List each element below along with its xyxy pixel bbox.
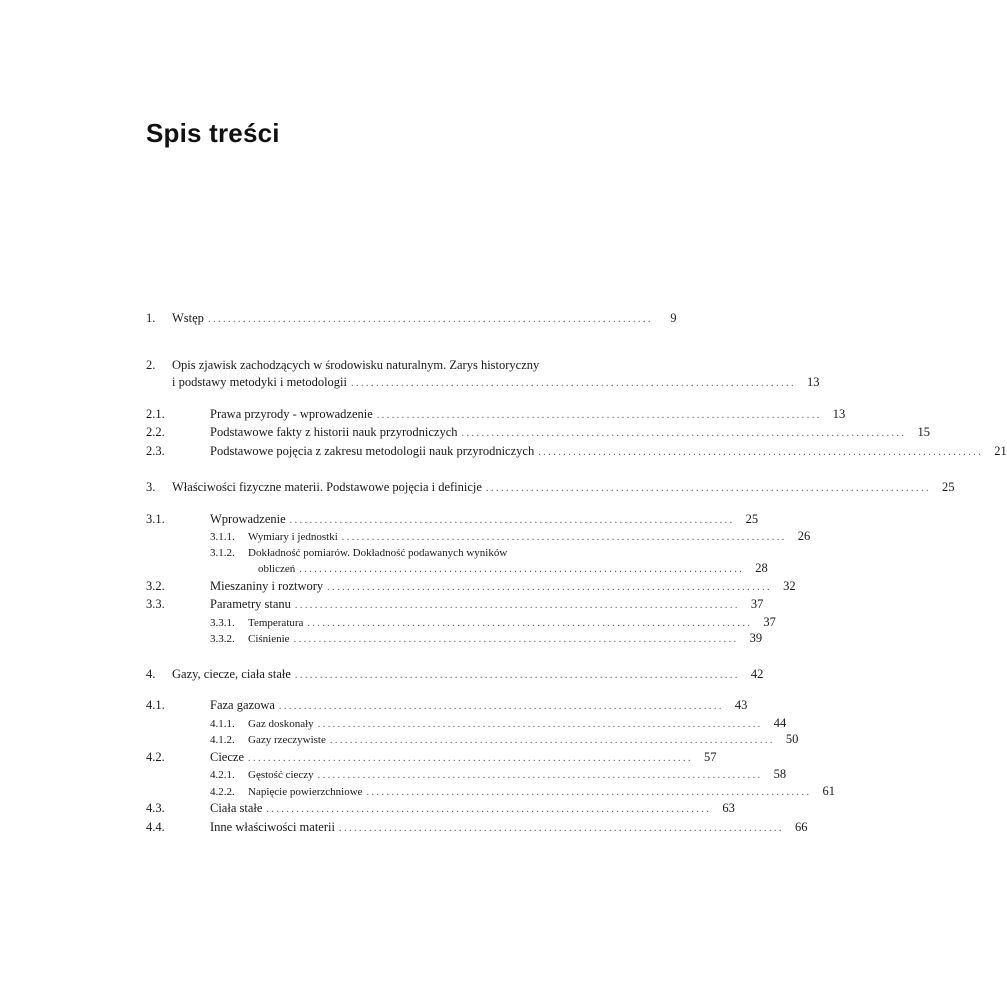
toc-section-2-2[interactable] bbox=[146, 424, 931, 443]
dot-leader bbox=[462, 425, 905, 443]
section-number: 4.2. bbox=[146, 749, 165, 764]
dot-leader bbox=[367, 785, 810, 801]
section-title: Ciecze bbox=[210, 749, 245, 764]
page-number: 61 bbox=[822, 783, 836, 798]
dot-leader bbox=[327, 579, 770, 597]
dot-leader bbox=[377, 407, 820, 425]
chapter-number: 3. bbox=[146, 480, 156, 494]
page-number: 28 bbox=[755, 561, 768, 575]
subsection-title-line1: Dokładność pomiarów. Dokładność podawanych wyników bbox=[248, 546, 508, 559]
section-title: Mieszaniny i roztwory bbox=[210, 578, 324, 593]
toc-subsection-4-1-2[interactable] bbox=[146, 732, 799, 749]
dot-leader bbox=[318, 717, 761, 733]
section-number: 3.2. bbox=[146, 578, 165, 593]
dot-leader bbox=[339, 820, 782, 838]
toc-section-3-1[interactable] bbox=[146, 511, 759, 530]
page-number: 37 bbox=[750, 597, 764, 611]
subsection-number: 4.2.2. bbox=[210, 785, 235, 798]
toc-section-2-3[interactable] bbox=[146, 443, 1007, 462]
dot-leader bbox=[248, 750, 691, 768]
chapter-title-line1: Opis zjawisk zachodzących w środowisku naturalnym. Zarys historyczny bbox=[172, 357, 540, 372]
section-number: 2.3. bbox=[146, 443, 165, 458]
page-number: 57 bbox=[704, 749, 717, 764]
dot-leader bbox=[538, 444, 981, 462]
table-of-contents bbox=[146, 310, 1007, 837]
toc-section-3-2[interactable] bbox=[146, 578, 796, 597]
page-number: 58 bbox=[773, 767, 787, 781]
subsection-number: 4.2.1. bbox=[210, 769, 235, 781]
dot-leader bbox=[266, 801, 709, 819]
section-number: 4.4. bbox=[146, 819, 165, 834]
chapter-number: 1. bbox=[146, 311, 156, 325]
section-title: Prawa przyrody - wprowadzenie bbox=[210, 406, 373, 421]
toc-section-4-4[interactable] bbox=[146, 819, 808, 838]
page-number: 42 bbox=[750, 666, 764, 681]
page-number: 25 bbox=[941, 480, 955, 494]
page-title: Spis treści bbox=[146, 118, 280, 148]
toc-section-4-2[interactable] bbox=[146, 749, 717, 768]
dot-leader bbox=[295, 667, 738, 685]
dot-leader bbox=[208, 311, 651, 329]
subsection-number: 3.1.2. bbox=[210, 546, 235, 559]
page-number: 26 bbox=[797, 529, 811, 543]
subsection-title: Ciśnienie bbox=[248, 633, 290, 645]
section-title: Wprowadzenie bbox=[210, 511, 286, 526]
toc-chapter-2[interactable] bbox=[146, 357, 820, 393]
section-title: Podstawowe fakty z historii nauk przyrodniczych bbox=[210, 425, 458, 439]
section-title: Parametry stanu bbox=[210, 597, 291, 611]
toc-subsection-3-1-1[interactable] bbox=[146, 529, 811, 546]
toc-section-4-1[interactable] bbox=[146, 697, 748, 716]
chapter-title: Wstęp bbox=[172, 311, 204, 325]
subsection-number: 3.3.1. bbox=[210, 616, 235, 629]
page-number: 63 bbox=[722, 801, 735, 815]
toc-section-2-1[interactable] bbox=[146, 406, 846, 425]
page-number: 13 bbox=[807, 375, 820, 389]
chapter-title: Gazy, ciecze, ciała stałe bbox=[172, 666, 291, 681]
section-number: 3.1. bbox=[146, 511, 165, 526]
section-number: 2.1. bbox=[146, 406, 165, 421]
page-number: 32 bbox=[783, 578, 796, 593]
subsection-title: Temperatura bbox=[248, 616, 304, 629]
toc-subsection-3-1-2[interactable] bbox=[146, 546, 768, 578]
page-number: 39 bbox=[749, 631, 763, 645]
subsection-title: Gaz doskonały bbox=[248, 717, 314, 730]
subsection-number: 4.1.1. bbox=[210, 717, 235, 730]
toc-chapter-4[interactable] bbox=[146, 666, 764, 685]
dot-leader bbox=[299, 562, 742, 578]
toc-subsection-3-3-2[interactable] bbox=[146, 631, 763, 648]
dot-leader bbox=[318, 768, 761, 784]
subsection-title: Gęstość cieczy bbox=[248, 769, 314, 781]
dot-leader bbox=[279, 698, 722, 716]
toc-subsection-4-1-1[interactable] bbox=[146, 715, 787, 733]
section-number: 4.3. bbox=[146, 801, 165, 815]
section-number: 4.1. bbox=[146, 698, 165, 712]
toc-chapter-1[interactable] bbox=[146, 310, 677, 329]
dot-leader bbox=[351, 375, 794, 393]
page-number: 21 bbox=[994, 443, 1007, 458]
subsection-number: 3.1.1. bbox=[210, 531, 235, 543]
subsection-title: Gazy rzeczywiste bbox=[248, 734, 326, 746]
chapter-title-line2: i podstawy metodyki i metodologii bbox=[172, 375, 347, 389]
dot-leader bbox=[486, 480, 929, 498]
dot-leader bbox=[330, 733, 773, 749]
subsection-title: Napięcie powierzchniowe bbox=[248, 785, 363, 798]
page-number: 44 bbox=[773, 715, 787, 730]
page-number: 50 bbox=[785, 732, 799, 746]
page-number: 66 bbox=[794, 819, 808, 834]
page-number: 15 bbox=[917, 425, 931, 439]
subsection-title-line2: obliczeń bbox=[258, 563, 296, 575]
page-number: 43 bbox=[734, 698, 748, 712]
toc-chapter-3[interactable] bbox=[146, 479, 955, 498]
toc-section-4-3[interactable] bbox=[146, 800, 735, 819]
section-title: Faza gazowa bbox=[210, 698, 275, 712]
toc-section-3-3[interactable] bbox=[146, 596, 764, 615]
page-number: 9 bbox=[670, 311, 677, 325]
chapter-number: 2. bbox=[146, 357, 156, 372]
page-number: 13 bbox=[832, 406, 846, 421]
dot-leader bbox=[342, 530, 785, 546]
section-title: Podstawowe pojęcia z zakresu metodologii nauk przyrodniczych bbox=[210, 443, 535, 458]
dot-leader bbox=[295, 597, 738, 615]
section-number: 2.2. bbox=[146, 425, 165, 439]
page-number: 25 bbox=[745, 511, 759, 526]
page-number: 37 bbox=[763, 614, 776, 629]
toc-subsection-4-2-2[interactable] bbox=[146, 783, 836, 801]
chapter-title: Właściwości fizyczne materii. Podstawowe pojęcia i definicje bbox=[172, 480, 482, 494]
dot-leader bbox=[294, 632, 737, 648]
section-title: Ciała stałe bbox=[210, 801, 263, 815]
dot-leader bbox=[290, 512, 733, 530]
subsection-title: Wymiary i jednostki bbox=[248, 531, 338, 543]
toc-subsection-3-3-1[interactable] bbox=[146, 614, 776, 632]
section-number: 3.3. bbox=[146, 597, 165, 611]
chapter-number: 4. bbox=[146, 666, 156, 681]
subsection-number: 4.1.2. bbox=[210, 734, 235, 746]
subsection-number: 3.3.2. bbox=[210, 633, 235, 645]
section-title: Inne właściwości materii bbox=[210, 819, 335, 834]
toc-subsection-4-2-1[interactable] bbox=[146, 767, 787, 784]
dot-leader bbox=[307, 616, 750, 632]
